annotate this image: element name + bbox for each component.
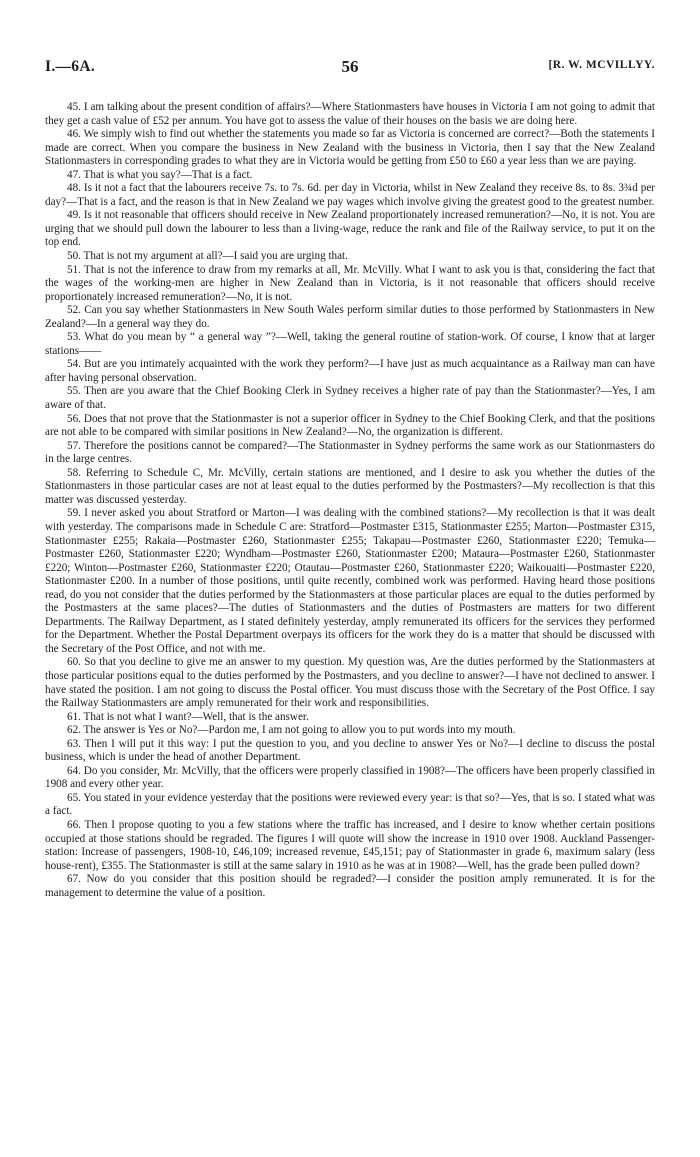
paragraph-49: 49. Is it not reasonable that officers should receive in New Zealand proportionately increased remuneration?—No, it is not. You are urging that we should pull down the labourer to less than a living-wage, reduce the rank and file of the Railway service, to put it on the top end. xyxy=(45,209,655,249)
paragraph-55: 55. Then are you aware that the Chief Booking Clerk in Sydney receives a higher rate of pay than the Stationmaster?—Yes, I am aware of that. xyxy=(45,385,655,412)
paragraph-64: 64. Do you consider, Mr. McVilly, that the officers were properly classified in 1908?—The officers have been properly classified in 1908 and every other year. xyxy=(45,764,655,791)
paragraph-57: 57. Therefore the positions cannot be compared?—The Stationmaster in Sydney performs the same work as our Stationmasters do in the large centres. xyxy=(45,439,655,466)
paragraph-46: 46. We simply wish to find out whether the statements you made so far as Victoria is concerned are correct?—Both the statements I made are correct. When you compare the business in New Zealand with the business in Victoria, then I say that the New Zealand Stationmasters in corresponding grades to what they are in Victoria would be getting from £50 to £60 a year less than we are paying. xyxy=(45,128,655,168)
evidence-text xyxy=(45,101,655,900)
paragraph-50: 50. That is not my argument at all?—I said you are urging that. xyxy=(67,250,348,263)
paragraph-54: 54. But are you intimately acquainted with the work they perform?—I have just as much acquaintance as a Railway man can have after having personal observation. xyxy=(45,358,655,384)
witness-name: [R. W. MCVILLYY. xyxy=(548,59,655,71)
paragraph-45: 45. I am talking about the present condition of affairs?—Where Stationmasters have houses in Victoria I am not going to admit that they get a cash value of £52 per annum. You have got to assess the value of their houses on the basis we are doing here. xyxy=(45,101,655,127)
paragraph-63: 63. Then I will put it this way: I put the question to you, and you decline to answer Yes or No?—I decline to discuss the postal business, which is under the head of another Department. xyxy=(45,737,655,764)
paragraph-47: 47. That is what you say?—That is a fact. xyxy=(67,168,253,181)
paragraph-60: 60. So that you decline to give me an answer to my question. My question was, Are the duties performed by the Stationmasters at those particular positions equal to the duties performed by the Postmasters, and you decline to answer?—I have not declined to answer. I have stated the position. I am not going to discuss the Postal officer. You must discuss those with the Secretary of the Post Office. I say the Railway Stationmasters are amply remunerated for their work and responsibilities. xyxy=(45,656,655,710)
page-header xyxy=(45,58,655,80)
paragraph-62: 62. The answer is Yes or No?—Pardon me, I am not going to allow you to put words into my mouth. xyxy=(67,724,516,737)
paragraph-48: 48. Is it not a fact that the labourers receive 7s. to 7s. 6d. per day in Victoria, whilst in New Zealand they receive 8s. to 8s. 3¾d per day?—That is a fact, and the reason is that in New Zealand we pay wages which involve giving the greatest good to the greatest number. xyxy=(45,182,655,208)
paragraph-61: 61. That is not what I want?—Well, that is the answer. xyxy=(67,710,309,723)
paragraph-66: 66. Then I propose quoting to you a few stations where the traffic has increased, and I desire to know whether certain positions occupied at those stations should be regraded. The figures I will quote will show the increase in 1910 over 1908. Auckland Passenger-station: Increase of passengers, 1908-10, £46,109; increased revenue, £45,151; pay of Stationmaster in grade 6, maximum salary (less house-rent), £355. The Stationmaster is still at the same salary in 1910 as he was at in 1908?—Well, has the grade been pulled down? xyxy=(45,818,655,872)
page-number: 56 xyxy=(341,57,359,76)
paragraph-65: 65. You stated in your evidence yesterday that the positions were reviewed every year: is that so?—Yes, that is so. I stated what was a fact. xyxy=(45,791,655,818)
paragraph-56: 56. Does that not prove that the Stationmaster is not a superior officer in Sydney to the Chief Booking Clerk, and that the positions are not able to be compared with similar positions in New Zealand?—No, the organization is different. xyxy=(45,412,655,439)
paragraph-51: 51. That is not the inference to draw from my remarks at all, Mr. McVilly. What I want to ask you is that, considering the fact that the wages of the working-men are higher in New Zealand than in Victoria, is it not reasonable that officers should receive proportionately increased remuneration?—No, it is not. xyxy=(45,263,655,303)
paragraph-67: 67. Now do you consider that this position should be regraded?—I consider the position amply remunerated. It is for the management to determine the value of a position. xyxy=(45,873,655,899)
paragraph-59: 59. I never asked you about Stratford or Marton—I was dealing with the combined stations?—My recollection is that it was dealt with yesterday. The comparisons made in Schedule C are: Stratford—Postmaster £315, Stationmaster £255; Marton—Postmaster £315, Stationmaster £255; Rakaia—Postmaster £260, Stationmaster £255; Takapau—Postmaster £260, Stationmaster £220; Temuka—Postmaster £260, Stationmaster £220; Wyndham—Postmaster £260, Stationmaster £200; Mataura—Postmaster £260, Stationmaster £220; Winton—Postmaster £260, Stationmaster £220; Otautau—Postmaster £260, Stationmaster £220; Waikouaiti—Postmaster £220, Stationmaster £200. In a number of those positions, until quite recently, combined work was performed. Having heard those positions read, do you not consider that the duties performed by the Stationmasters at those particular places are equal to the duties performed by the Postmasters at the same places?—The duties of Stationmasters and the duties of Postmasters are matters for two different Departments. The Railway Department, as I stated definitely yesterday, amply remunerated its officers for the services they performed for the Department. Whether the Postal Department overpays its officers for the work they do is a matter that should be discussed with the Secretary of the Post Office, and not with me. xyxy=(45,507,655,655)
paragraph-58: 58. Referring to Schedule C, Mr. McVilly, certain stations are mentioned, and I desire to ask you whether the duties of the Stationmasters in those particular cases are not at least equal to the duties performed by the Postmasters?—My recollection is that this matter was discussed yesterday. xyxy=(45,466,655,506)
paragraph-52: 52. Can you say whether Stationmasters in New South Wales perform similar duties to those performed by Stationmasters in New Zealand?—In a general way they do. xyxy=(45,304,655,330)
parliamentary-paper-reference: I.—6A. xyxy=(45,58,96,75)
paragraph-53: 53. What do you mean by “ a general way ”?—Well, taking the general routine of station-work. Of course, I know that at larger stations—— xyxy=(45,331,655,357)
